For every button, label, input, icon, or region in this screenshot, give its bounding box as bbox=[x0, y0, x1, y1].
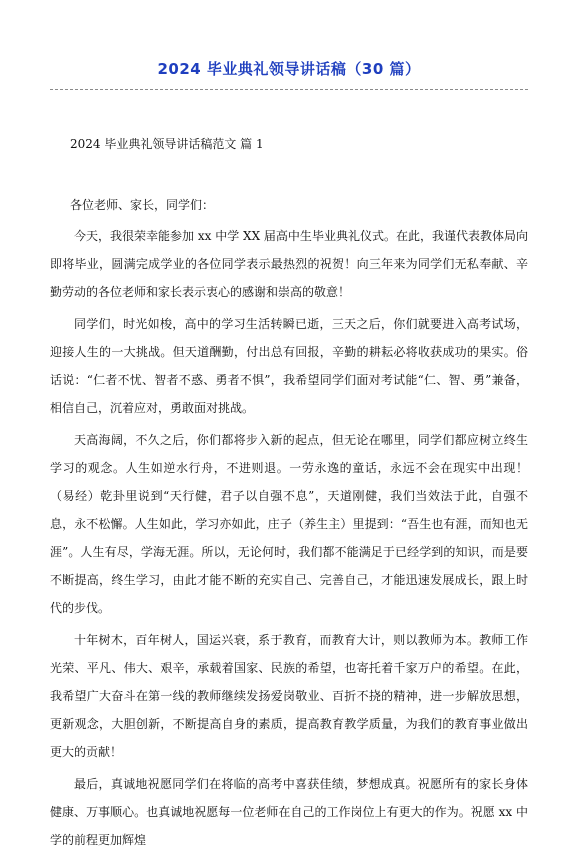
paragraph-2: 同学们，时光如梭，高中的学习生活转瞬已逝，三天之后，你们就要进入高考试场，迎接人生的一大挑战。但天道酬勤，付出总有回报，辛勤的耕耘必将收获成功的果实。俗话说：“仁者不忧、智者不惑、勇者不惧”，我希望同学们面对考试能“仁、智、勇”兼备，相信自己，沉着应对，勇敢面对挑战。 bbox=[50, 317, 528, 415]
section-heading: 2024 毕业典礼领导讲话稿范文 篇 1 bbox=[70, 137, 264, 151]
speech-body bbox=[50, 191, 528, 858]
title-divider bbox=[50, 89, 528, 90]
paragraph-1: 今天，我很荣幸能参加 xx 中学 XX 届高中生毕业典礼仪式。在此，我谨代表教体局向即将毕业，圆满完成学业的各位同学表示最热烈的祝贺！向三年来为同学们无私奉献、辛勤劳动的各位老师和家长表示衷心的感谢和崇高的敬意！ bbox=[50, 229, 528, 299]
paragraph-5: 最后，真诚地祝愿同学们在将临的高考中喜获佳绩，梦想成真。祝愿所有的家长身体健康、万事顺心。也真诚地祝愿每一位老师在自己的工作岗位上有更大的作为。祝愿 xx 中学的前程更加辉煌 bbox=[50, 777, 528, 847]
salutation: 各位老师、家长，同学们： bbox=[70, 198, 215, 212]
paragraph-3: 天高海阔，不久之后，你们都将步入新的起点，但无论在哪里，同学们都应树立终生学习的观念。人生如逆水行舟，不进则退。一劳永逸的童话，永远不会在现实中出现！（易经）乾卦里说到“天行健，君子以自强不息”，天道刚健，我们当效法于此，自强不息，永不松懈。人生如此，学习亦如此，庄子（养生主）里提到：“吾生也有涯，而知也无涯”。人生有尽，学海无涯。所以，无论何时，我们都不能满足于已经学到的知识，而是要不断提高，终生学习，由此才能不断的充实自己、完善自己，才能迅速发展成长，跟上时代的步伐。 bbox=[50, 433, 528, 615]
paragraph-4: 十年树木，百年树人，国运兴衰，系于教育，而教育大计，则以教师为本。教师工作光荣、平凡、伟大、艰辛，承载着国家、民族的希望，也寄托着千家万户的希望。在此，我希望广大奋斗在第一线的教师继续发扬爱岗敬业、百折不挠的精神，进一步解放思想，更新观念，大胆创新，不断提高自身的素质，提高教育教学质量，为我们的教育事业做出更大的贡献！ bbox=[50, 633, 528, 759]
document-title: 2024 毕业典礼领导讲话稿（30 篇） bbox=[157, 60, 421, 78]
